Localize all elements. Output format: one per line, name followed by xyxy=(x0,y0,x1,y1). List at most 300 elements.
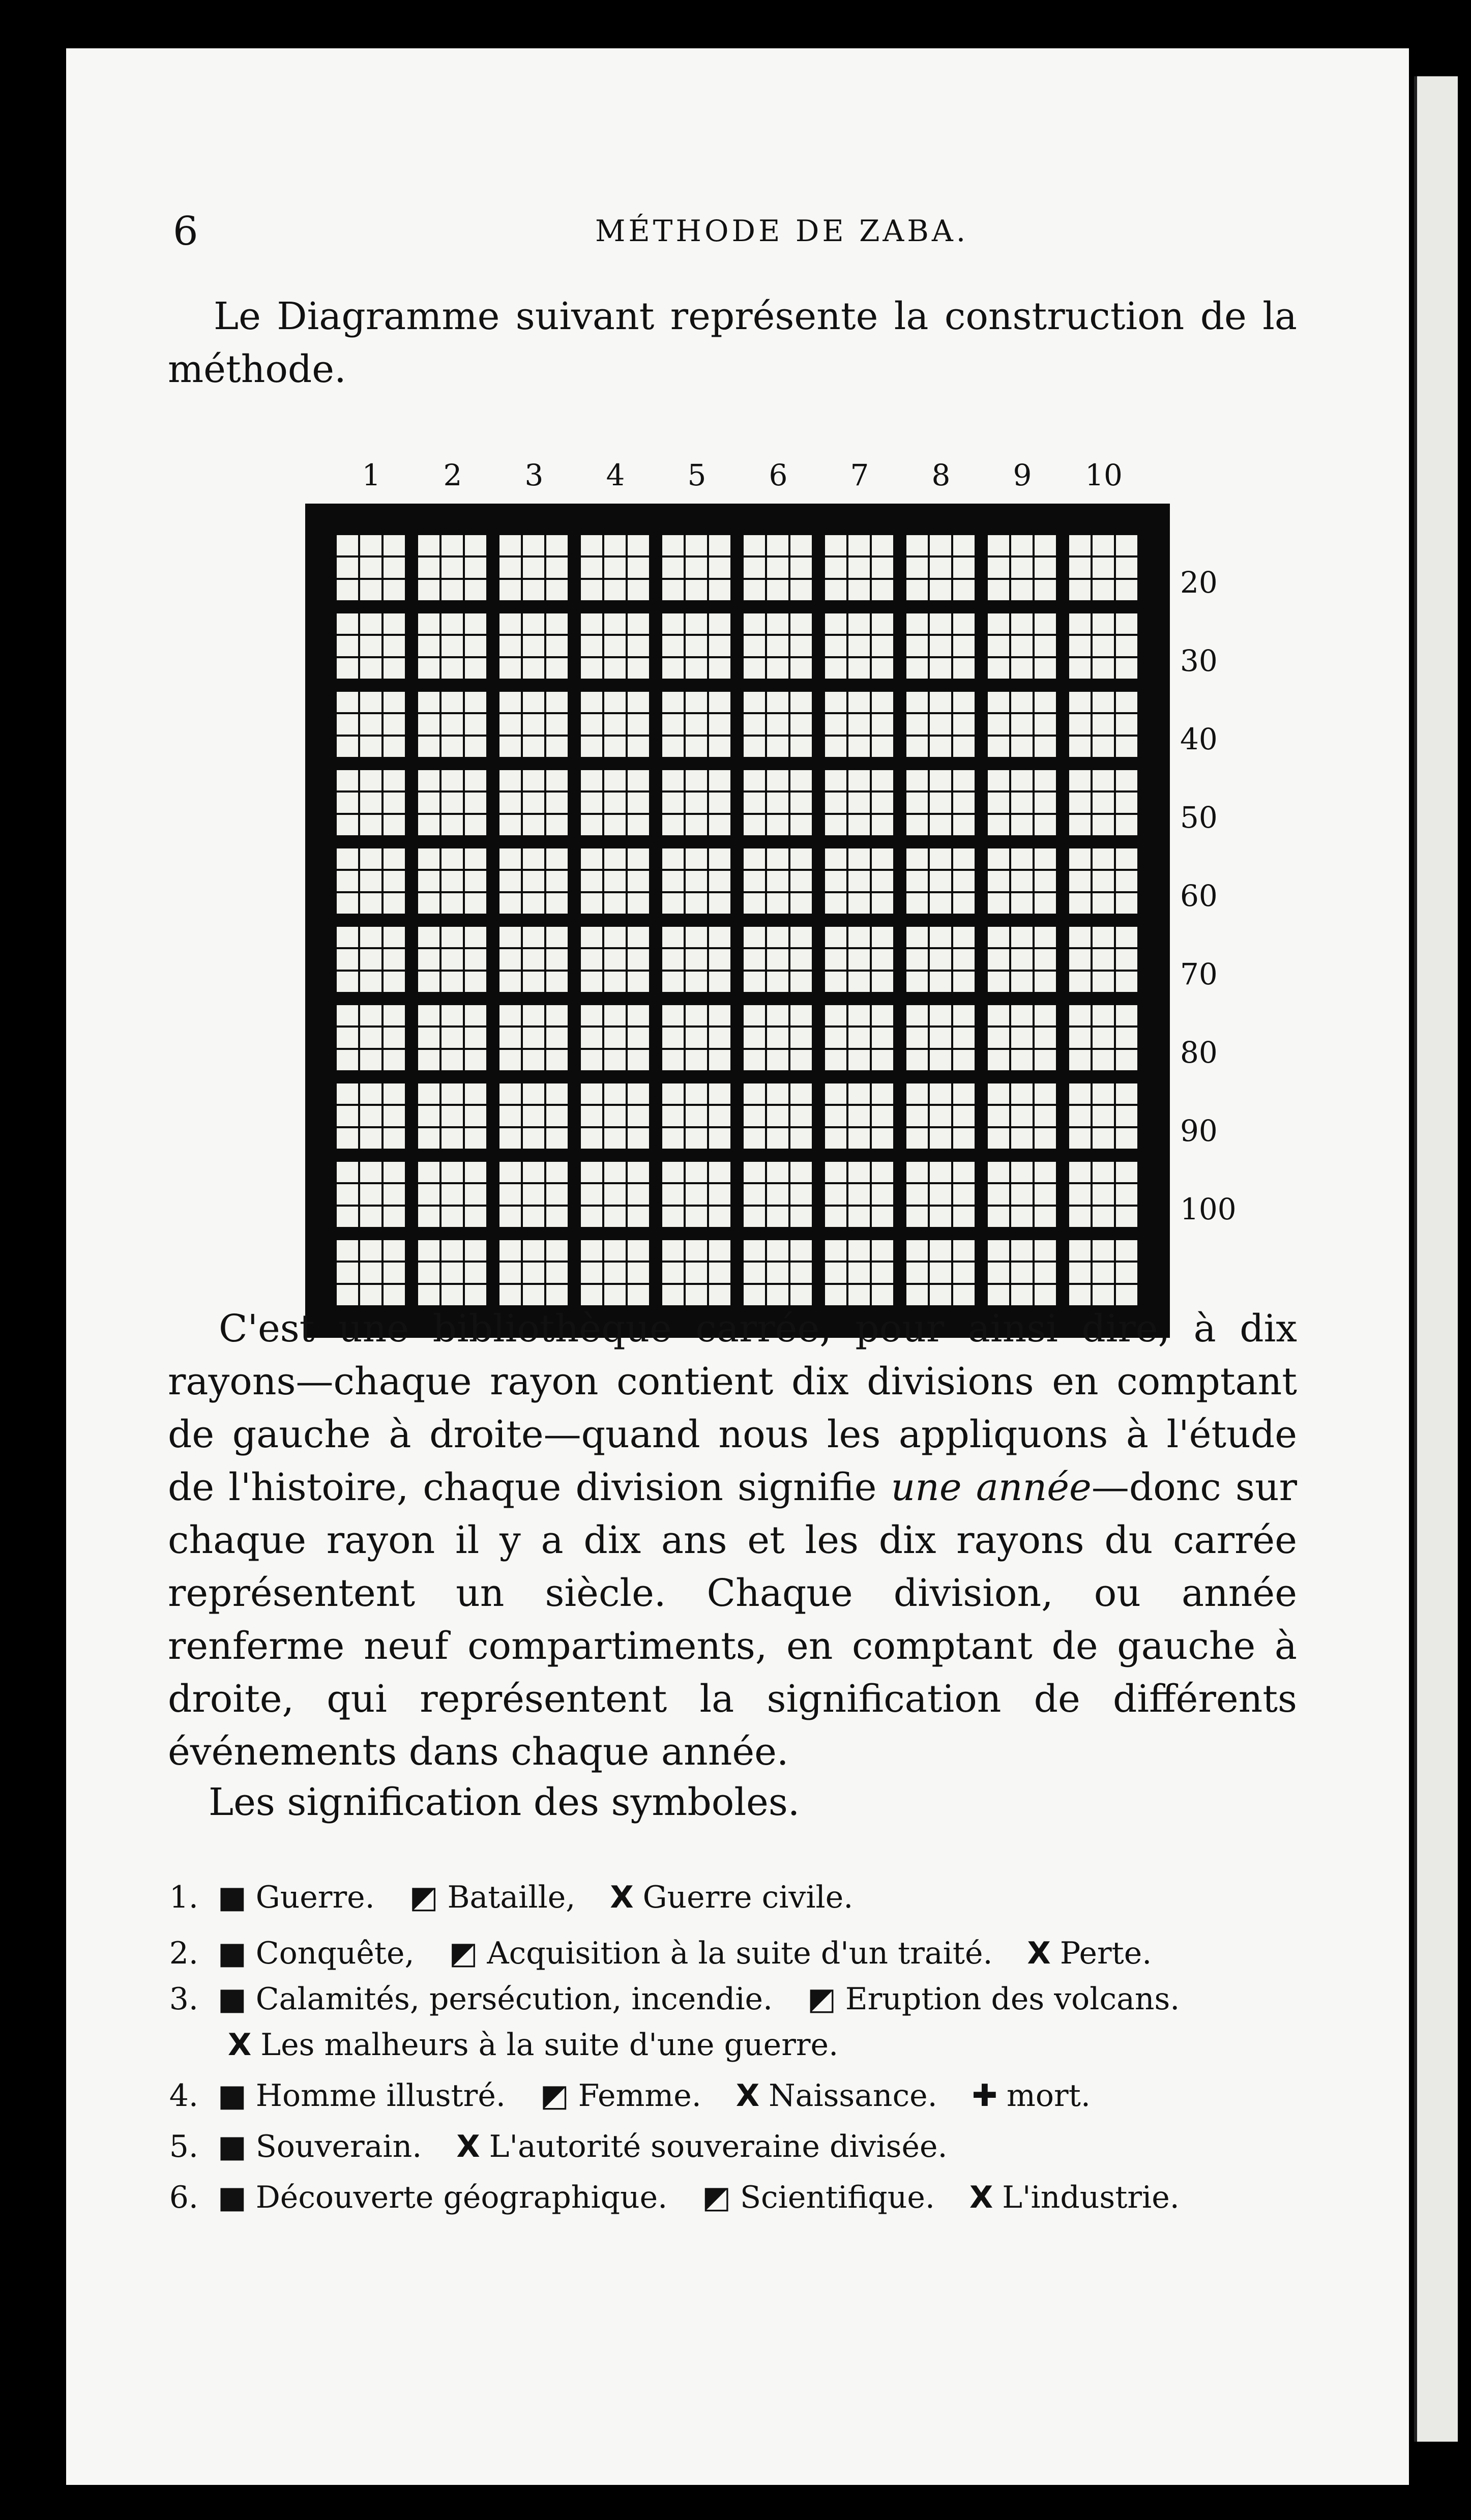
compartment-cell xyxy=(581,1028,602,1048)
compartment-cell xyxy=(465,815,486,835)
compartment-cell xyxy=(1116,692,1137,712)
compartment-cell xyxy=(848,1128,870,1149)
compartment-cell xyxy=(953,949,975,970)
compartment-cell xyxy=(1069,927,1091,947)
compartment-cell xyxy=(848,558,870,578)
compartment-cell xyxy=(662,1263,684,1283)
compartment-cell xyxy=(686,1083,707,1104)
compartment-cell xyxy=(988,1240,1009,1261)
compartment-cell xyxy=(790,1162,812,1182)
compartment-cell xyxy=(790,770,812,790)
compartment-cell xyxy=(337,972,358,992)
compartment-cell xyxy=(418,692,439,712)
compartment-cell xyxy=(1035,636,1056,656)
compartment-cell xyxy=(442,1263,463,1283)
compartment-cell xyxy=(337,949,358,970)
compartment-cell xyxy=(906,871,928,891)
compartment-cell xyxy=(442,558,463,578)
symbol-glyph-icon: X xyxy=(456,2129,480,2164)
compartment-cell xyxy=(384,613,405,634)
grid-division xyxy=(906,535,975,600)
compartment-cell xyxy=(1093,927,1114,947)
compartment-cell xyxy=(709,1162,730,1182)
grid-division xyxy=(418,927,486,992)
symbol-row xyxy=(153,1877,1302,1918)
compartment-cell xyxy=(465,580,486,600)
compartment-cell xyxy=(604,1106,626,1126)
grid-division xyxy=(988,1240,1056,1305)
grid-division xyxy=(1069,1083,1137,1149)
body-italic: une année xyxy=(891,1466,1092,1509)
compartment-cell xyxy=(988,972,1009,992)
compartment-cell xyxy=(953,1083,975,1104)
compartment-cell xyxy=(523,580,544,600)
compartment-cell xyxy=(1093,1207,1114,1227)
compartment-cell xyxy=(848,1207,870,1227)
compartment-cell xyxy=(1093,1050,1114,1070)
compartment-cell xyxy=(790,658,812,679)
compartment-cell xyxy=(523,1128,544,1149)
symbol-meaning: Souverain. xyxy=(255,2129,422,2164)
compartment-cell xyxy=(1011,1128,1033,1149)
compartment-cell xyxy=(848,770,870,790)
compartment-cell xyxy=(581,770,602,790)
compartment-cell xyxy=(1116,815,1137,835)
compartment-cell xyxy=(662,927,684,947)
compartment-cell xyxy=(686,793,707,813)
compartment-cell xyxy=(465,770,486,790)
compartment-cell xyxy=(988,1207,1009,1227)
compartment-cell xyxy=(1093,1083,1114,1104)
compartment-cell xyxy=(686,1207,707,1227)
compartment-cell xyxy=(1011,972,1033,992)
compartment-cell xyxy=(442,1005,463,1025)
compartment-cell xyxy=(384,1083,405,1104)
compartment-cell xyxy=(744,1184,765,1205)
compartment-cell xyxy=(465,1184,486,1205)
compartment-cell xyxy=(604,893,626,914)
compartment-cell xyxy=(662,714,684,735)
grid-division xyxy=(337,1005,405,1070)
compartment-cell xyxy=(744,927,765,947)
compartment-cell xyxy=(523,613,544,634)
compartment-cell xyxy=(686,815,707,835)
compartment-cell xyxy=(744,871,765,891)
compartment-cell xyxy=(1069,1106,1091,1126)
compartment-cell xyxy=(1093,1240,1114,1261)
symbol-glyph-icon: ■ xyxy=(218,2078,247,2114)
compartment-cell xyxy=(1011,871,1033,891)
compartment-cell xyxy=(604,815,626,835)
compartment-cell xyxy=(499,848,521,869)
compartment-cell xyxy=(686,770,707,790)
compartment-cell xyxy=(442,871,463,891)
compartment-cell xyxy=(1116,848,1137,869)
compartment-cell xyxy=(906,1083,928,1104)
compartment-cell xyxy=(604,1128,626,1149)
compartment-cell xyxy=(872,1240,893,1261)
compartment-cell xyxy=(848,927,870,947)
compartment-cell xyxy=(442,1207,463,1227)
compartment-cell xyxy=(546,737,568,757)
compartment-cell xyxy=(848,580,870,600)
grid-division xyxy=(825,927,893,992)
compartment-cell xyxy=(499,1106,521,1126)
compartment-cell xyxy=(442,692,463,712)
compartment-cell xyxy=(709,692,730,712)
compartment-cell xyxy=(953,1128,975,1149)
symbol-item xyxy=(698,2180,935,2215)
compartment-cell xyxy=(872,770,893,790)
compartment-cell xyxy=(465,636,486,656)
compartment-cell xyxy=(906,1207,928,1227)
compartment-cell xyxy=(337,1207,358,1227)
compartment-cell xyxy=(988,927,1009,947)
compartment-cell xyxy=(686,613,707,634)
compartment-cell xyxy=(930,692,951,712)
compartment-cell xyxy=(360,737,381,757)
compartment-cell xyxy=(1069,871,1091,891)
grid-division xyxy=(662,1162,730,1227)
compartment-cell xyxy=(360,1162,381,1182)
library-grid-diagram xyxy=(305,504,1170,1338)
compartment-cell xyxy=(337,770,358,790)
compartment-cell xyxy=(825,871,846,891)
compartment-cell xyxy=(767,927,788,947)
grid-division xyxy=(499,1162,568,1227)
compartment-cell xyxy=(848,714,870,735)
compartment-cell xyxy=(930,927,951,947)
compartment-cell xyxy=(1035,893,1056,914)
compartment-cell xyxy=(662,893,684,914)
compartment-cell xyxy=(1035,1240,1056,1261)
compartment-cell xyxy=(1093,580,1114,600)
compartment-cell xyxy=(988,793,1009,813)
compartment-cell xyxy=(988,692,1009,712)
compartment-cell xyxy=(988,1083,1009,1104)
compartment-cell xyxy=(1093,535,1114,555)
compartment-cell xyxy=(628,692,649,712)
compartment-cell xyxy=(523,636,544,656)
symbol-glyph-icon: ■ xyxy=(218,2180,247,2215)
compartment-cell xyxy=(790,1207,812,1227)
compartment-cell xyxy=(1011,658,1033,679)
grid-division xyxy=(744,1083,812,1149)
compartment-cell xyxy=(906,770,928,790)
compartment-cell xyxy=(1035,658,1056,679)
compartment-cell xyxy=(1069,848,1091,869)
grid-division xyxy=(1069,1162,1137,1227)
grid-division xyxy=(744,1005,812,1070)
compartment-cell xyxy=(988,535,1009,555)
compartment-cell xyxy=(872,535,893,555)
compartment-cell xyxy=(465,737,486,757)
compartment-cell xyxy=(581,714,602,735)
compartment-cell xyxy=(686,1240,707,1261)
row-label: 30 xyxy=(1180,643,1218,678)
compartment-cell xyxy=(825,1207,846,1227)
compartment-cell xyxy=(360,848,381,869)
compartment-cell xyxy=(1116,972,1137,992)
compartment-cell xyxy=(581,893,602,914)
compartment-cell xyxy=(604,871,626,891)
compartment-cell xyxy=(662,636,684,656)
compartment-cell xyxy=(686,692,707,712)
compartment-cell xyxy=(628,770,649,790)
compartment-cell xyxy=(709,1106,730,1126)
compartment-cell xyxy=(546,1083,568,1104)
compartment-cell xyxy=(1069,535,1091,555)
compartment-cell xyxy=(662,815,684,835)
compartment-cell xyxy=(1093,793,1114,813)
compartment-cell xyxy=(709,1184,730,1205)
compartment-cell xyxy=(442,893,463,914)
symbol-meaning: Calamités, persécution, incendie. xyxy=(255,1981,773,2017)
compartment-cell xyxy=(1093,658,1114,679)
compartment-cell xyxy=(337,793,358,813)
compartment-cell xyxy=(1093,1005,1114,1025)
compartment-cell xyxy=(418,770,439,790)
compartment-cell xyxy=(384,770,405,790)
compartment-cell xyxy=(337,580,358,600)
compartment-cell xyxy=(442,927,463,947)
compartment-cell xyxy=(662,1184,684,1205)
grid-division xyxy=(825,692,893,757)
compartment-cell xyxy=(744,1050,765,1070)
compartment-cell xyxy=(767,949,788,970)
compartment-cell xyxy=(523,1184,544,1205)
compartment-cell xyxy=(499,636,521,656)
grid-division xyxy=(825,848,893,914)
compartment-cell xyxy=(953,1263,975,1283)
compartment-cell xyxy=(906,658,928,679)
compartment-cell xyxy=(499,949,521,970)
compartment-cell xyxy=(628,1028,649,1048)
compartment-cell xyxy=(581,658,602,679)
symbol-meaning: Guerre. xyxy=(255,1880,375,1915)
grid-division xyxy=(337,1240,405,1305)
compartment-cell xyxy=(848,1028,870,1048)
compartment-cell xyxy=(790,1263,812,1283)
compartment-cell xyxy=(628,815,649,835)
compartment-cell xyxy=(337,893,358,914)
compartment-cell xyxy=(848,1162,870,1182)
grid-division xyxy=(337,1083,405,1149)
compartment-cell xyxy=(686,714,707,735)
grid-division xyxy=(337,927,405,992)
compartment-cell xyxy=(523,893,544,914)
grid-division xyxy=(906,1005,975,1070)
compartment-cell xyxy=(988,714,1009,735)
grid-division xyxy=(581,535,649,600)
compartment-cell xyxy=(686,1162,707,1182)
compartment-cell xyxy=(1035,580,1056,600)
compartment-cell xyxy=(604,714,626,735)
compartment-cell xyxy=(1069,580,1091,600)
compartment-cell xyxy=(1093,815,1114,835)
compartment-cell xyxy=(499,1207,521,1227)
compartment-cell xyxy=(418,580,439,600)
compartment-cell xyxy=(825,949,846,970)
compartment-cell xyxy=(1011,949,1033,970)
grid-division xyxy=(662,770,730,835)
compartment-cell xyxy=(499,927,521,947)
compartment-cell xyxy=(499,793,521,813)
compartment-cell xyxy=(465,714,486,735)
compartment-cell xyxy=(1069,770,1091,790)
compartment-cell xyxy=(872,737,893,757)
compartment-cell xyxy=(360,658,381,679)
compartment-cell xyxy=(790,692,812,712)
compartment-cell xyxy=(546,770,568,790)
compartment-cell xyxy=(628,558,649,578)
compartment-cell xyxy=(384,1050,405,1070)
grid-division xyxy=(825,770,893,835)
compartment-cell xyxy=(581,815,602,835)
compartment-cell xyxy=(546,558,568,578)
row-label: 40 xyxy=(1180,722,1218,756)
compartment-cell xyxy=(906,815,928,835)
compartment-cell xyxy=(953,1005,975,1025)
grid-division xyxy=(744,1240,812,1305)
compartment-cell xyxy=(790,613,812,634)
compartment-cell xyxy=(662,535,684,555)
compartment-cell xyxy=(546,613,568,634)
grid-division xyxy=(906,1083,975,1149)
grid-division xyxy=(906,848,975,914)
symbol-glyph-icon: ◩ xyxy=(449,1936,478,1971)
compartment-cell xyxy=(442,613,463,634)
compartment-cell xyxy=(499,613,521,634)
compartment-cell xyxy=(384,1106,405,1126)
compartment-cell xyxy=(604,692,626,712)
column-label: 9 xyxy=(1013,458,1032,492)
compartment-cell xyxy=(790,535,812,555)
compartment-cell xyxy=(418,1128,439,1149)
grid-division xyxy=(988,1162,1056,1227)
compartment-cell xyxy=(790,949,812,970)
compartment-cell xyxy=(604,1162,626,1182)
compartment-cell xyxy=(662,1207,684,1227)
compartment-cell xyxy=(465,1263,486,1283)
compartment-cell xyxy=(953,848,975,869)
compartment-cell xyxy=(1035,737,1056,757)
compartment-cell xyxy=(465,1128,486,1149)
compartment-cell xyxy=(709,871,730,891)
row-label: 100 xyxy=(1180,1192,1237,1226)
compartment-cell xyxy=(1116,1240,1137,1261)
compartment-cell xyxy=(628,658,649,679)
grid-division xyxy=(744,848,812,914)
compartment-cell xyxy=(872,972,893,992)
compartment-cell xyxy=(523,848,544,869)
column-label: 7 xyxy=(850,458,869,492)
compartment-cell xyxy=(662,1083,684,1104)
compartment-cell xyxy=(418,893,439,914)
compartment-cell xyxy=(1035,871,1056,891)
compartment-cell xyxy=(953,770,975,790)
compartment-cell xyxy=(604,770,626,790)
compartment-cell xyxy=(1035,793,1056,813)
symbol-item xyxy=(214,1936,415,1971)
compartment-cell xyxy=(418,613,439,634)
compartment-cell xyxy=(360,636,381,656)
compartment-cell xyxy=(581,636,602,656)
compartment-cell xyxy=(523,1162,544,1182)
grid-division xyxy=(662,613,730,679)
compartment-cell xyxy=(581,1005,602,1025)
compartment-cell xyxy=(825,558,846,578)
symbol-row-number: 2. xyxy=(169,1936,198,1971)
compartment-cell xyxy=(499,692,521,712)
compartment-cell xyxy=(686,1005,707,1025)
compartment-cell xyxy=(953,1162,975,1182)
compartment-cell xyxy=(848,815,870,835)
compartment-cell xyxy=(790,793,812,813)
compartment-cell xyxy=(581,1184,602,1205)
grid-division xyxy=(825,613,893,679)
compartment-cell xyxy=(709,535,730,555)
compartment-cell xyxy=(767,893,788,914)
compartment-cell xyxy=(825,893,846,914)
compartment-cell xyxy=(360,613,381,634)
compartment-cell xyxy=(709,1240,730,1261)
compartment-cell xyxy=(767,692,788,712)
compartment-cell xyxy=(825,972,846,992)
compartment-cell xyxy=(499,1050,521,1070)
compartment-cell xyxy=(337,1106,358,1126)
compartment-cell xyxy=(906,927,928,947)
compartment-cell xyxy=(825,692,846,712)
compartment-cell xyxy=(1116,580,1137,600)
compartment-cell xyxy=(872,1207,893,1227)
compartment-cell xyxy=(1035,613,1056,634)
compartment-cell xyxy=(546,535,568,555)
symbol-item xyxy=(214,2078,506,2114)
compartment-cell xyxy=(744,972,765,992)
compartment-cell xyxy=(744,1083,765,1104)
symbol-row-number: 5. xyxy=(169,2129,198,2164)
compartment-cell xyxy=(581,558,602,578)
column-label: 3 xyxy=(524,458,544,492)
compartment-cell xyxy=(848,1106,870,1126)
compartment-cell xyxy=(465,1005,486,1025)
compartment-cell xyxy=(906,1263,928,1283)
compartment-cell xyxy=(709,658,730,679)
compartment-cell xyxy=(581,927,602,947)
compartment-cell xyxy=(546,1263,568,1283)
body-text-2: —donc sur chaque rayon il y a dix ans et les dix rayons du carrée représentent un siècle. Chaque division, ou année renferme neuf compartiments, en comptant de gauche à droite, qui représentent la signification de différents événements dans chaque année. xyxy=(168,1466,1297,1774)
compartment-cell xyxy=(906,972,928,992)
compartment-cell xyxy=(930,613,951,634)
compartment-cell xyxy=(384,692,405,712)
compartment-cell xyxy=(953,535,975,555)
compartment-cell xyxy=(604,1028,626,1048)
grid-division xyxy=(581,770,649,835)
compartment-cell xyxy=(546,714,568,735)
symbol-glyph-icon: X xyxy=(736,2078,760,2114)
compartment-cell xyxy=(360,815,381,835)
compartment-cell xyxy=(360,580,381,600)
symbol-meaning: Naissance. xyxy=(769,2078,937,2114)
compartment-cell xyxy=(1011,1028,1033,1048)
symbol-meaning: L'autorité souveraine divisée. xyxy=(489,2129,948,2164)
compartment-cell xyxy=(767,558,788,578)
compartment-cell xyxy=(825,636,846,656)
compartment-cell xyxy=(523,692,544,712)
compartment-cell xyxy=(686,949,707,970)
compartment-cell xyxy=(1116,893,1137,914)
